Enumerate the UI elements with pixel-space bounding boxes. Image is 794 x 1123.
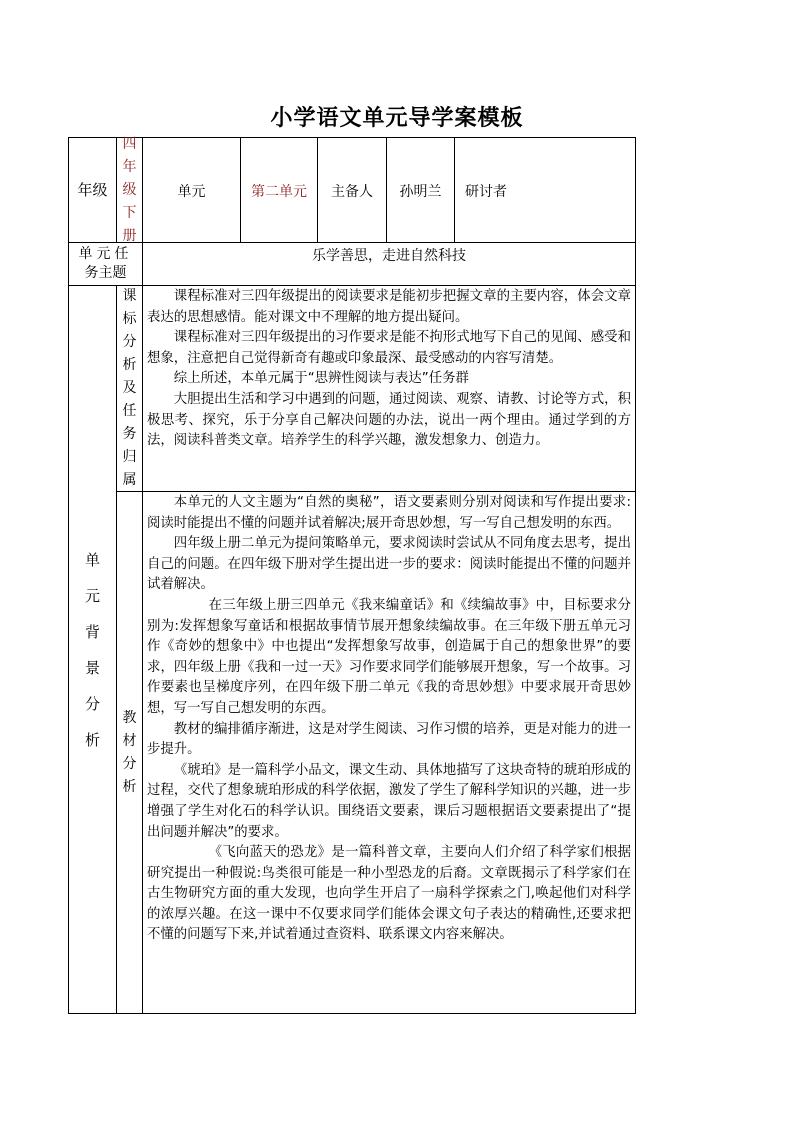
discussant-label: 研讨者 xyxy=(465,184,507,200)
task-value-cell xyxy=(143,243,635,285)
textbook-text xyxy=(147,493,631,1012)
textbook-paragraph: 《飞向蓝天的恐龙》是一篇科普文章，主要向人们介绍了科学家们根据研究提出一种假说:鸟类很可能是一种小型恐龙的后裔。文章既揭示了科学家们在古生物研究方面的重大发现，也向学生开启了一扇科学探索之门,唤起他们对科学的浓厚兴趣。在这一课中不仅要求同学们能体会课文句子表达的精确性,还要求把不懂的问题写下来,并试着通过查资料、联系课文内容来解决。 xyxy=(147,845,631,943)
discussant-value-cell[interactable] xyxy=(517,138,635,242)
textbook-paragraph: 本单元的人文主题为“自然的奥秘”，语文要素则分别对阅读和写作提出要求:阅读时能提出不懂的问题并试着解决;展开奇思妙想，写一写自己想发明的东西。 xyxy=(147,495,631,531)
curriculum-paragraph: 综上所述，本单元属于“思辨性阅读与表达”任务群 xyxy=(173,371,469,387)
curriculum-label-char: 任 xyxy=(122,403,137,419)
textbook-label-char: 析 xyxy=(122,778,137,795)
unit-value: 第二单元 xyxy=(251,184,307,200)
background-label-char: 背 xyxy=(84,622,100,641)
row-divider xyxy=(116,491,636,492)
background-label-char: 景 xyxy=(84,658,100,677)
lead-value-cell xyxy=(387,138,454,242)
textbook-label-cell xyxy=(117,492,142,1013)
background-label-char: 分 xyxy=(84,694,100,713)
task-label-cell xyxy=(69,243,142,285)
lead-label-cell xyxy=(318,138,386,242)
grade-value-char: 年 xyxy=(122,158,137,175)
textbook-paragraph: 教材的编排循序渐进，这是对学生阅读、习作习惯的培养，更是对能力的进一步提升。 xyxy=(147,721,631,758)
grade-label-cell xyxy=(69,138,116,242)
page-title: 小学语文单元导学案模板 xyxy=(270,105,524,131)
grade-value-char: 册 xyxy=(122,227,137,244)
curriculum-label-char: 务 xyxy=(122,426,137,442)
table-border-bottom xyxy=(68,1013,636,1014)
textbook-paragraph: 《琥珀》是一篇科学小品文，课文生动、具体地描写了这块奇特的琥珀形成的过程，交代了想象琥珀形成的科学依据，激发了学生了解科学知识的兴趣，进一步增强了学生对化石的科学认识。围绕语文要素，课后习题根据语文要素提出了“提出问题并解决”的要求。 xyxy=(147,762,631,840)
background-label-char: 元 xyxy=(84,586,100,605)
textbook-paragraph: 四年级上册二单元为提问策略单元，要求阅读时尝试从不同角度去思考，提出自己的问题。在四年级下册对学生提出进一步的要求：阅读时能提出不懂的问题并试着解决。 xyxy=(147,536,631,593)
table-border-right xyxy=(635,137,636,1014)
curriculum-label-char: 属 xyxy=(122,472,137,488)
curriculum-label-char: 归 xyxy=(122,449,137,465)
grade-value-cell xyxy=(117,135,142,244)
task-value: 乐学善思，走进自然科技 xyxy=(312,248,466,264)
curriculum-paragraph: 课程标准对三四年级提出的阅读要求是能初步把握文章的主要内容，体会文章表达的思想感情。能对课文中不理解的地方提出疑问。 xyxy=(147,289,631,325)
grade-value-char: 下 xyxy=(122,204,137,221)
curriculum-text xyxy=(147,287,631,490)
curriculum-label-char: 分 xyxy=(122,334,137,350)
discussant-label-cell xyxy=(455,138,517,242)
curriculum-label-cell xyxy=(117,286,142,491)
grade-value-char: 级 xyxy=(122,181,137,198)
task-label-line1: 单元任 xyxy=(78,246,133,262)
background-label-cell xyxy=(69,286,116,1013)
curriculum-label-char: 课 xyxy=(122,288,137,304)
unit-label-cell xyxy=(143,138,240,242)
curriculum-label-char: 析 xyxy=(122,357,137,373)
task-label-line2: 务主题 xyxy=(84,265,127,281)
background-label-char: 析 xyxy=(84,730,100,749)
lesson-plan-table xyxy=(68,137,636,1013)
background-label-char: 单 xyxy=(84,550,100,569)
lead-label: 主备人 xyxy=(331,184,373,200)
textbook-label-char: 教 xyxy=(122,709,137,726)
curriculum-paragraph: 课程标准对三四年级提出的习作要求是能不拘形式地写下自己的见闻、感受和想象，注意把自己觉得新奇有趣或印象最深、最受感动的内容写清楚。 xyxy=(147,330,631,366)
curriculum-label-char: 标 xyxy=(122,311,137,327)
textbook-paragraph: 在三年级上册三四单元《我来编童话》和《续编故事》中，目标要求分别为:发挥想象写童话和根据故事情节展开想象续编故事。在三年级下册五单元习作《奇妙的想象中》中也提出“发挥想象写故事，创造属于自己的想象世界”的要求，四年级上册《我和一过一天》习作要求同学们能够展开想象，写一个故事。习作要素也呈梯度序列，在四年级下册二单元《我的奇思妙想》中要求展开奇思妙想，写一写自己想发明的东西。 xyxy=(147,597,631,716)
grade-value-char: 四 xyxy=(122,135,137,152)
curriculum-label-char: 及 xyxy=(122,380,137,396)
unit-label: 单元 xyxy=(177,184,206,200)
textbook-label-char: 分 xyxy=(122,755,137,772)
curriculum-paragraph: 大胆提出生活和学习中遇到的问题，通过阅读、观察、请教、讨论等方式，积极思考、探究，乐于分享自己解决问题的办法，说出一两个理由。通过学到的方法，阅读科普类文章。培养学生的科学兴趣，激发想象力、创造力。 xyxy=(147,391,631,449)
textbook-label-char: 材 xyxy=(122,732,137,749)
unit-value-cell xyxy=(241,138,317,242)
grade-label: 年级 xyxy=(77,181,108,199)
row-divider xyxy=(68,285,636,286)
lead-value: 孙明兰 xyxy=(399,184,442,200)
